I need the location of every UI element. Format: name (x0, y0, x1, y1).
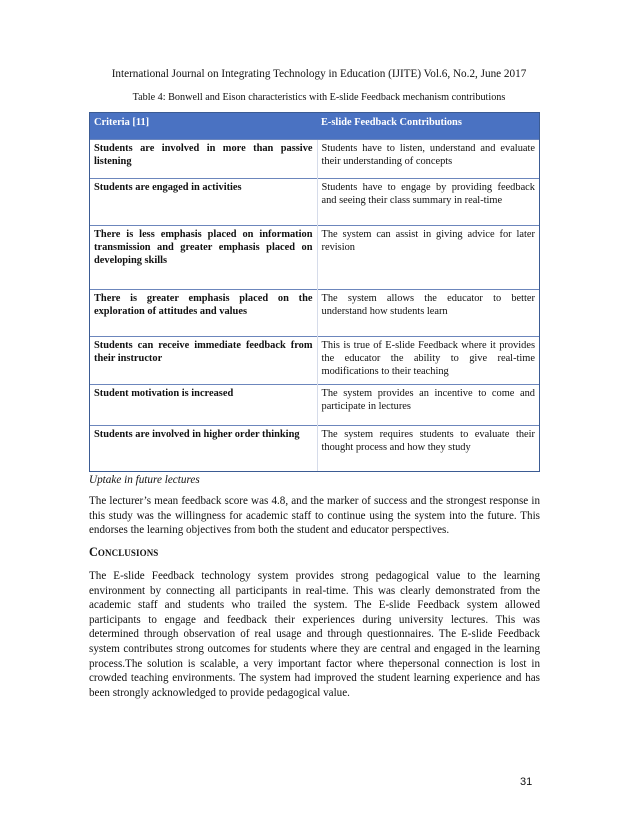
contribution-cell: The system provides an incentive to come and participate in lectures (317, 385, 539, 426)
criteria-cell: There is greater emphasis placed on the exploration of attitudes and values (90, 290, 317, 337)
column-header-contributions: E-slide Feedback Contributions (321, 117, 462, 128)
contribution-cell: This is true of E-slide Feedback where it provides the educator the ability to give real-time modifications to their teaching (317, 337, 539, 385)
table-row (90, 385, 539, 426)
criteria-cell: Students can receive immediate feedback from their instructor (90, 337, 317, 385)
table-row (90, 290, 539, 337)
contribution-cell: Students have to engage by providing feedback and seeing their class summary in real-time (317, 179, 539, 226)
running-header: International Journal on Integrating Technology in Education (IJITE) Vol.6, No.2, June 2017 (111, 68, 527, 80)
table-caption: Table 4: Bonwell and Eison characteristics with E-slide Feedback mechanism contributions (132, 92, 506, 103)
criteria-cell: Student motivation is increased (90, 385, 317, 426)
page-number: 31 (520, 776, 533, 788)
criteria-cell: There is less emphasis placed on information transmission and greater emphasis placed on developing skills (90, 226, 317, 290)
characteristics-table (89, 112, 540, 472)
column-header-criteria: Criteria [11] (94, 117, 150, 128)
table-row (90, 426, 539, 472)
table-row (90, 337, 539, 385)
criteria-cell: Students are engaged in activities (90, 179, 317, 226)
uptake-subheading: Uptake in future lectures (89, 474, 200, 486)
table-header-row (90, 113, 539, 140)
contribution-cell: The system can assist in giving advice for later revision (317, 226, 539, 290)
conclusions-paragraph: The E-slide Feedback technology system provides strong pedagogical value to the learning environment by connecting all participants in real-time. This was clearly demonstrated from the academic staff and students who trailed the system. The E-slide Feedback system allowed participants to engage and feedback their experiences during university lectures. This was determined through observation of real usage and through questionnaires. The E-slide Feedback system contributes strong outcomes for students where they are central and engaged in the learning process.The solution is scalable, a very important factor where thepersonal connection is lost in crowded teaching environments. The system had improved the student learning experience and has been strongly acknowledged to provide pedagogical value. (89, 570, 540, 699)
contribution-cell: Students have to listen, understand and evaluate their understanding of concepts (317, 140, 539, 179)
table-row (90, 140, 539, 179)
conclusions-heading: Conclusions (89, 545, 159, 559)
table-row (90, 226, 539, 290)
contribution-cell: The system allows the educator to better understand how students learn (317, 290, 539, 337)
criteria-cell: Students are involved in higher order thinking (90, 426, 317, 472)
contribution-cell: The system requires students to evaluate their thought process and how they study (317, 426, 539, 472)
uptake-paragraph: The lecturer’s mean feedback score was 4.8, and the marker of success and the strongest response in this study was the willingness for academic staff to continue using the system into the future. This endorses the learning objectives from both the student and educator perspectives. (89, 495, 540, 537)
table-row (90, 179, 539, 226)
criteria-cell: Students are involved in more than passive listening (90, 140, 317, 179)
